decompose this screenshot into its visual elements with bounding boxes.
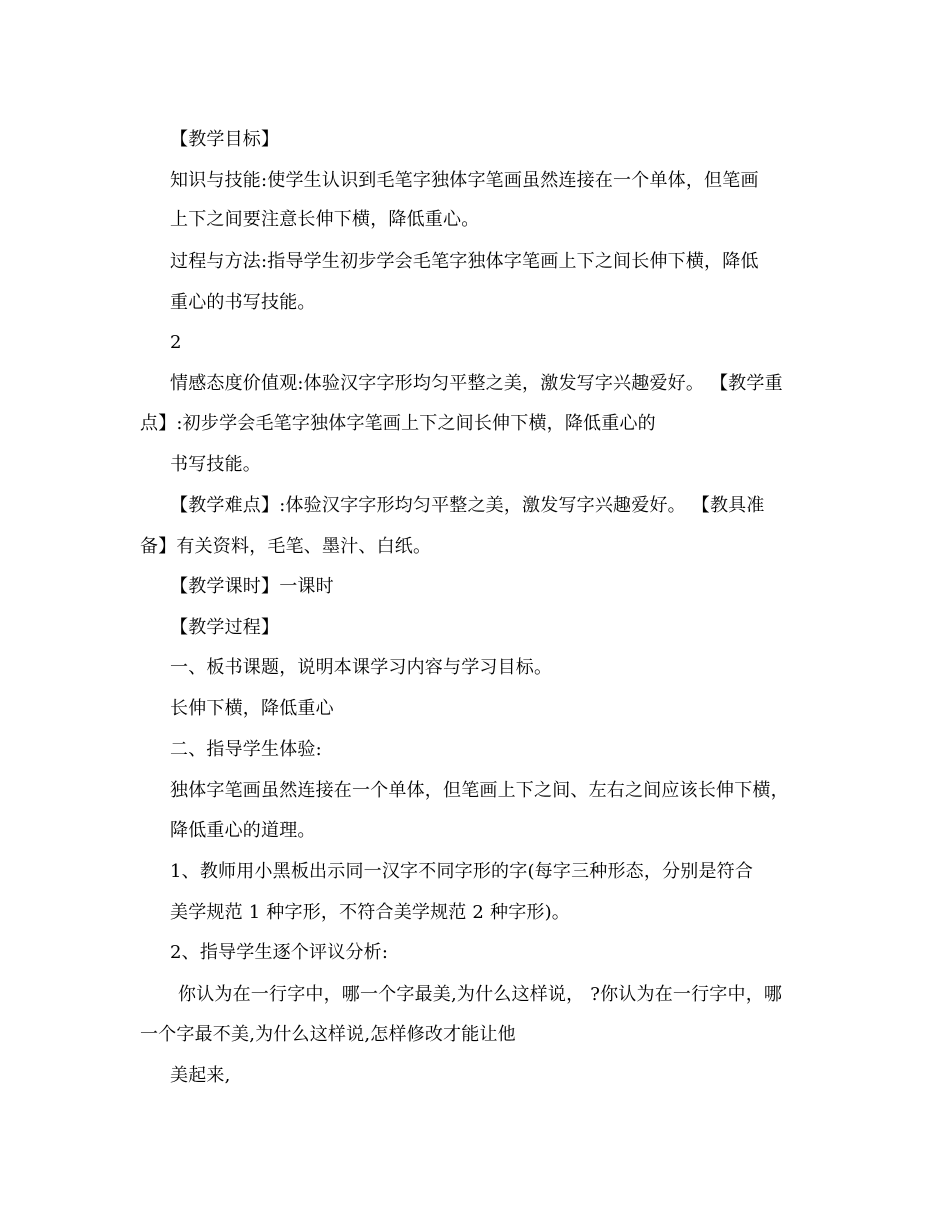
heading-class-hours: 【教学课时】一课时 — [170, 576, 334, 597]
paragraph-line: 过程与方法:指导学生初步学会毛笔字独体字笔画上下之间长伸下横，降低 — [170, 251, 759, 272]
heading-teaching-objectives: 【教学目标】 — [170, 129, 280, 150]
paragraph-line: 书写技能。 — [170, 454, 261, 475]
paragraph-line: 一个字最不美,为什么这样说,怎样修改才能让他 — [140, 1024, 516, 1045]
paragraph-line: 长伸下横，降低重心 — [170, 698, 334, 719]
paragraph-line: 重心的书写技能。 — [170, 292, 316, 313]
paragraph-line: 情感态度价值观:体验汉字字形均匀平整之美，激发写字兴趣爱好。 【教学重 — [170, 373, 783, 394]
paragraph-line: 降低重心的道理。 — [170, 820, 316, 841]
paragraph-line: 一、板书课题，说明本课学习内容与学习目标。 — [170, 657, 553, 678]
heading-teaching-process: 【教学过程】 — [170, 617, 280, 638]
paragraph-line: 上下之间要注意长伸下横，降低重心。 — [170, 209, 480, 230]
paragraph-line: 备】有关资料，毛笔、墨汁、白纸。 — [140, 536, 432, 557]
paragraph-line: 独体字笔画虽然连接在一个单体，但笔画上下之间、左右之间应该长伸下横， — [170, 780, 789, 801]
paragraph-line: 1、教师用小黑板出示同一汉字不同字形的字(每字三种形态，分别是符合 — [170, 861, 754, 882]
paragraph-line: 美学规范 1 种字形，不符合美学规范 2 种字形)。 — [170, 902, 571, 923]
paragraph-line: 美起来, — [170, 1065, 231, 1086]
paragraph-line: 你认为在一行字中，哪一个字最美,为什么这样说， ?你认为在一行字中，哪 — [178, 984, 783, 1005]
paragraph-line: 点】:初步学会毛笔字独体字笔画上下之间长伸下横，降低重心的 — [140, 413, 656, 434]
paragraph-line: 知识与技能:使学生认识到毛笔字独体字笔画虽然连接在一个单体，但笔画 — [170, 170, 759, 191]
paragraph-line: 2、指导学生逐个评议分析: — [170, 942, 389, 963]
paragraph-line: 【教学难点】:体验汉字字形均匀平整之美，激发写字兴趣爱好。 【教具准 — [170, 495, 765, 516]
paragraph-line: 二、指导学生体验: — [170, 739, 322, 760]
page-number-text: 2 — [170, 332, 182, 353]
